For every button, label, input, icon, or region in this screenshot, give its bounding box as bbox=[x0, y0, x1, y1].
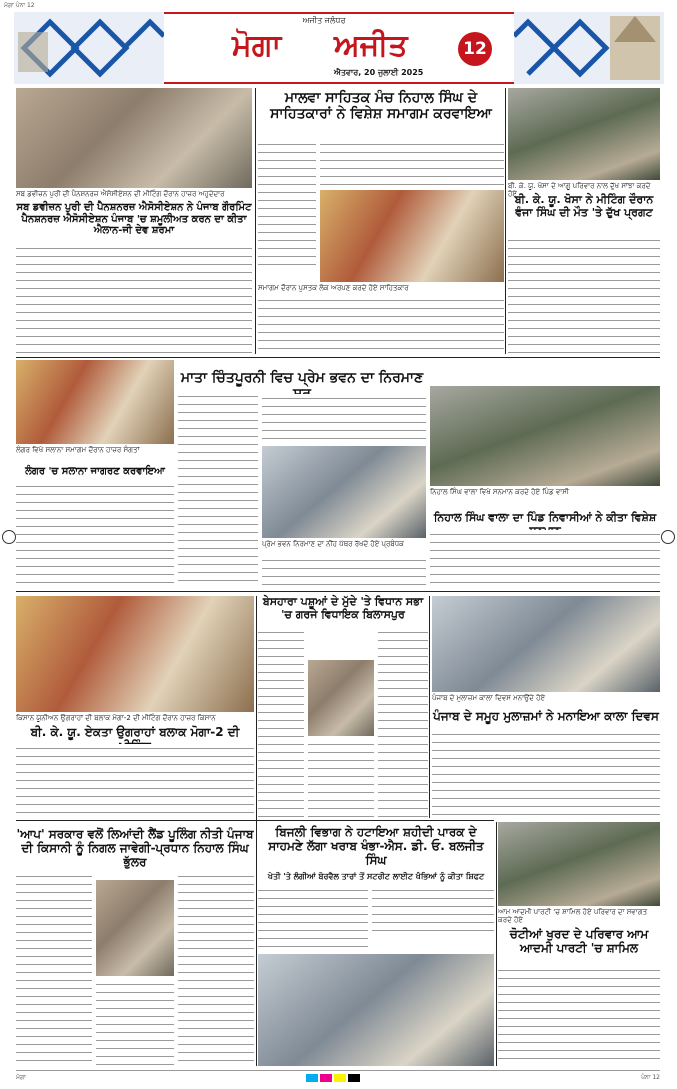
column-rule bbox=[256, 596, 257, 1066]
body-stray-cattle-col1 bbox=[258, 628, 304, 818]
color-bar bbox=[306, 1074, 360, 1082]
headline-khosa: ਬੀ. ਕੇ. ਯੂ. ਖੋਸਾ ਨੇ ਮੀਟਿੰਗ ਦੌਰਾਨ ਵੰਜਾ ਸਿੰਘ ਦੀ ਮੌਤ 'ਤੇ ਦੁੱਖ ਪ੍ਰਗਟ bbox=[514, 193, 654, 219]
column-rule bbox=[429, 596, 430, 818]
headline-power-dept: ਬਿਜਲੀ ਵਿਭਾਗ ਨੇ ਹਟਾਇਆ ਸ਼ਹੀਦੀ ਪਾਰਕ ਦੇ ਸਾਹਮਣੇ ਲੱਗਾ ਖਰਾਬ ਖੰਭਾ-ਐਸ. ਡੀ. ਓ. ਬਲਜੀਤ ਸਿੰਘ bbox=[268, 825, 484, 867]
footer-left: ਮੋਗਾ bbox=[16, 1073, 26, 1081]
caption-pensioners: ਸਬ ਡਵੀਜ਼ਨ ਪੁਰੀ ਦੀ ਪੈਨਸ਼ਨਰਜ਼ ਐਸੋਸੀਏਸ਼ਨ ਦੀ ਮੀਟਿੰਗ ਦੌਰਾਨ ਹਾਜ਼ਰ ਅਹੁਦੇਦਾਰ bbox=[16, 190, 225, 198]
masthead-kicker: ਅਜੀਤ ਜਲੰਧਰ bbox=[302, 16, 346, 25]
caption-khosa: ਬੀ. ਕੇ. ਯੂ. ਖੋਸਾ ਦੇ ਆਗੂ ਪਰਿਵਾਰ ਨਾਲ ਦੁੱਖ ਸਾਂਝਾ ਕਰਦੇ ਹੋਏ bbox=[508, 182, 651, 199]
registration-mark-right bbox=[661, 530, 675, 544]
masthead-paper: ਅਜੀਤ bbox=[334, 28, 408, 63]
body-chintpurni-col3 bbox=[262, 556, 426, 586]
column-rule bbox=[255, 88, 256, 354]
body-nihal-singh bbox=[430, 530, 660, 586]
body-black-day bbox=[432, 730, 660, 816]
photo-nihal-singh bbox=[430, 386, 660, 486]
photo-malwa bbox=[320, 190, 504, 282]
photo-power-dept bbox=[258, 954, 494, 1066]
caption-aap-family: ਆਮ ਆਦਮੀ ਪਾਰਟੀ 'ਚ ਸ਼ਾਮਿਲ ਹੋਏ ਪਰਿਵਾਰ ਦਾ ਸਵਾਗਤ ਕਰਦੇ ਹੋਏ bbox=[498, 908, 648, 925]
body-malwa-col1 bbox=[258, 140, 316, 270]
caption-chintpurni: ਪ੍ਰੇਮ ਭਵਨ ਨਿਰਮਾਣ ਦਾ ਨੀਂਹ ਪੱਥਰ ਰੱਖਦੇ ਹੋਏ ਪ੍ਰਬੰਧਕ bbox=[262, 540, 404, 548]
pattern-right bbox=[514, 12, 664, 84]
body-langar bbox=[16, 482, 174, 586]
body-aap-family bbox=[498, 966, 660, 1066]
body-stray-cattle-col3 bbox=[308, 740, 374, 818]
row-rule bbox=[16, 820, 494, 821]
caption-langar: ਲੰਗਰ ਵਿਖੇ ਸਲਾਨਾ ਸਮਾਗਮ ਦੌਰਾਨ ਹਾਜ਼ਰ ਸੰਗਤਾਂ bbox=[16, 446, 140, 454]
masthead-date: ਐਤਵਾਰ, 20 ਜੁਲਾਈ 2025 bbox=[334, 68, 424, 77]
pattern-left bbox=[14, 12, 164, 84]
body-power-dept-col1 bbox=[258, 886, 368, 950]
photo-langar bbox=[16, 360, 174, 444]
caption-malwa: ਸਮਾਗਮ ਦੌਰਾਨ ਪੁਸਤਕ ਲੋਕ ਅਰਪਣ ਕਰਦੇ ਹੋਏ ਸਾਹਿਤਕਾਰ bbox=[258, 284, 409, 292]
body-land-pooling-col1 bbox=[16, 872, 92, 1066]
photo-nihal-singh-bhullar bbox=[96, 880, 174, 976]
body-malwa-col2 bbox=[320, 140, 504, 186]
headline-aap-family: ਚੋਟੀਆਂ ਖੁਰਦ ਦੇ ਪਰਿਵਾਰ ਆਮ ਆਦਮੀ ਪਾਰਟੀ 'ਚ ਸ਼ਾਮਿਲ bbox=[509, 927, 649, 955]
row-rule bbox=[16, 357, 660, 358]
body-power-dept-col2 bbox=[372, 886, 494, 934]
headline-nihal-singh: ਨਿਹਾਲ ਸਿੰਘ ਵਾਲਾ ਦਾ ਪਿੰਡ ਨਿਵਾਸੀਆਂ ਨੇ ਕੀਤਾ ਵਿਸ਼ੇਸ਼ bbox=[433, 511, 657, 524]
page-footer bbox=[16, 1070, 660, 1084]
photo-chintpurni bbox=[262, 446, 426, 538]
masthead-center bbox=[164, 12, 514, 84]
headline-black-day: ਪੰਜਾਬ ਦੇ ਸਮੂਹ ਮੁਲਾਜ਼ਮਾਂ ਨੇ ਮਨਾਇਆ ਕਾਲਾ ਦਿਵਸ bbox=[433, 709, 659, 723]
column-rule bbox=[505, 88, 506, 354]
body-chintpurni-col2 bbox=[262, 394, 426, 442]
masthead bbox=[14, 12, 664, 84]
caption-nihal-singh: ਨਿਹਾਲ ਸਿੰਘ ਵਾਲਾ ਵਿਖੇ ਸਨਮਾਨ ਕਰਦੇ ਹੋਏ ਪਿੰਡ ਵਾਸੀ bbox=[430, 488, 569, 496]
page-number: 12 bbox=[458, 32, 492, 66]
body-pensioners bbox=[16, 244, 252, 354]
row-rule bbox=[16, 591, 660, 592]
headline-malwa: ਮਾਲਵਾ ਸਾਹਿਤਕ ਮੰਚ ਨਿਹਾਲ ਸਿੰਘ ਦੇ ਸਾਹਿਤਕਾਰਾਂ ਨੇ ਵਿਸ਼ੇਸ਼ ਸਮਾਗਮ ਕਰਵਾਇਆ bbox=[270, 90, 492, 123]
column-rule bbox=[496, 822, 497, 1066]
subhead-power-dept: ਖੇਤੀ 'ਤੇ ਲੰਗੀਆਂ ਬੋਰਵੈਲ ਤਾਰਾਂ ਤੋਂ ਸਟਰੀਟ ਲਾਈਟ ਖੰਭਿਆਂ ਨੂੰ ਕੀਤਾ ਸ਼ਿਫਟ bbox=[267, 872, 485, 881]
headline-stray-cattle: ਬੇਸਹਾਰਾ ਪਸ਼ੂਆਂ ਦੇ ਮੁੱਦੇ 'ਤੇ ਵਿਧਾਨ ਸਭਾ 'ਚ ਗਰਜੇ ਵਿਧਾਇਕ ਬਿਲਾਸਪੁਰ bbox=[262, 595, 424, 621]
body-chintpurni-col1 bbox=[178, 392, 258, 586]
masthead-city: ਮੋਗਾ bbox=[232, 28, 282, 63]
body-land-pooling-col2 bbox=[96, 980, 174, 1066]
photo-pensioners bbox=[16, 88, 252, 188]
photo-black-day bbox=[432, 596, 660, 692]
photo-bku-ugrahan bbox=[16, 596, 254, 712]
footer-right: ਪੰਨਾ 12 bbox=[641, 1073, 660, 1081]
body-khosa bbox=[508, 236, 660, 354]
headline-bku-ugrahan: ਬੀ. ਕੇ. ਯੂ. ਏਕਤਾ ਉਗਰਾਹਾਂ ਬਲਾਕ ਮੋਗਾ-2 ਦੀ bbox=[30, 725, 240, 739]
caption-bku-ugrahan: ਕਿਸਾਨ ਯੂਨੀਅਨ ਉਗਰਾਹਾਂ ਦੀ ਬਲਾਕ ਮੋਗਾ-2 ਦੀ ਮੀਟਿੰਗ ਦੌਰਾਨ ਹਾਜ਼ਰ ਕਿਸਾਨ bbox=[16, 714, 216, 722]
photo-aap-family bbox=[498, 822, 660, 906]
body-stray-cattle-col2 bbox=[378, 628, 428, 818]
headline-land-pooling: 'ਆਪ' ਸਰਕਾਰ ਵਲੋਂ ਲਿਆਂਦੀ ਲੈਂਡ ਪੂਲਿੰਗ ਨੀਤੀ ਪੰਜਾਬ ਦੀ ਕਿਸਾਨੀ ਨੂੰ ਨਿਗਲ ਜਾਵੇਗੀ-ਪ੍ਰਧਾਨ ਨਿਹਾਲ ਸਿੰਘ ਭੁੱਲਰ bbox=[16, 827, 254, 869]
photo-mla-bilaspur bbox=[308, 660, 374, 736]
headline-chintpurni: ਮਾਤਾ ਚਿੰਤਪੂਰਨੀ ਵਿਚ ਪ੍ਰੇਮ ਭਵਨ ਦਾ ਨਿਰਮਾਣ bbox=[180, 370, 424, 386]
body-land-pooling-col3 bbox=[178, 872, 254, 1066]
body-malwa-col3 bbox=[258, 296, 504, 352]
headline-langar: ਲੰਗਰ 'ਚ ਸਲਾਨਾ ਜਾਗਰਣ ਕਰਵਾਇਆ bbox=[25, 466, 165, 477]
photo-khosa bbox=[508, 88, 660, 180]
headline-pensioners: ਸਬ ਡਵੀਜ਼ਨ ਪੁਰੀ ਦੀ ਪੈਨਸ਼ਨਰਜ਼ ਐਸੋਸੀਏਸ਼ਨ ਨੇ ਪੰਜਾਬ ਗੌਰਮਿੰਟ ਪੈਨਸ਼ਨਰਜ਼ ਐਸੋਸੀਏਸ਼ਨ ਪੰਜਾਬ 'ਚ ਸ਼ਮੂਲੀਅਤ ਕਰਨ ਦਾ ਕੀਤਾ ਐਲਾਨ-ਜੀ ਦੇਵ ਸ਼ਰਮਾ bbox=[16, 202, 252, 236]
caption-black-day: ਪੰਜਾਬ ਦੇ ਮੁਲਾਜ਼ਮ ਕਾਲਾ ਦਿਵਸ ਮਨਾਉਂਦੇ ਹੋਏ bbox=[432, 694, 546, 702]
body-bku-ugrahan bbox=[16, 744, 254, 816]
print-slug: ਮੋਗਾ ਪੰਨਾ 12 bbox=[4, 2, 35, 9]
registration-mark-left bbox=[2, 530, 16, 544]
